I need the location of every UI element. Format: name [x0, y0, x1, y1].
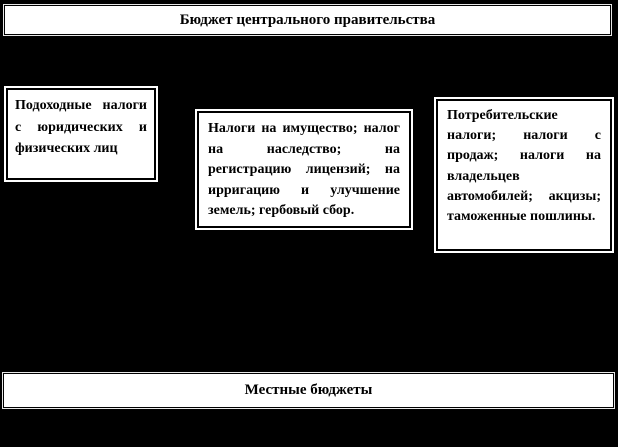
local-budgets-label: Местные бюджеты — [244, 382, 373, 398]
consumer-taxes-box — [436, 99, 612, 251]
consumer-taxes-label: Потребительские налоги; налоги с продаж; налоги на владельцев автомобилей; акцизы; таможенные пошлины. — [447, 108, 601, 225]
property-taxes-box — [197, 111, 411, 228]
central-government-budget-label: Бюджет центрального правительства — [179, 11, 436, 28]
income-taxes-label: Подоходные налоги с юридических и физических лиц — [15, 98, 147, 156]
income-taxes-box — [6, 88, 156, 180]
property-taxes-label: Налоги на имущество; налог на наследство; на регистрацию лицензий; на ирригацию и улучшение земель; гербовый сбор. — [208, 121, 400, 218]
local-budgets-box — [3, 373, 614, 408]
central-government-budget-box — [4, 5, 611, 35]
